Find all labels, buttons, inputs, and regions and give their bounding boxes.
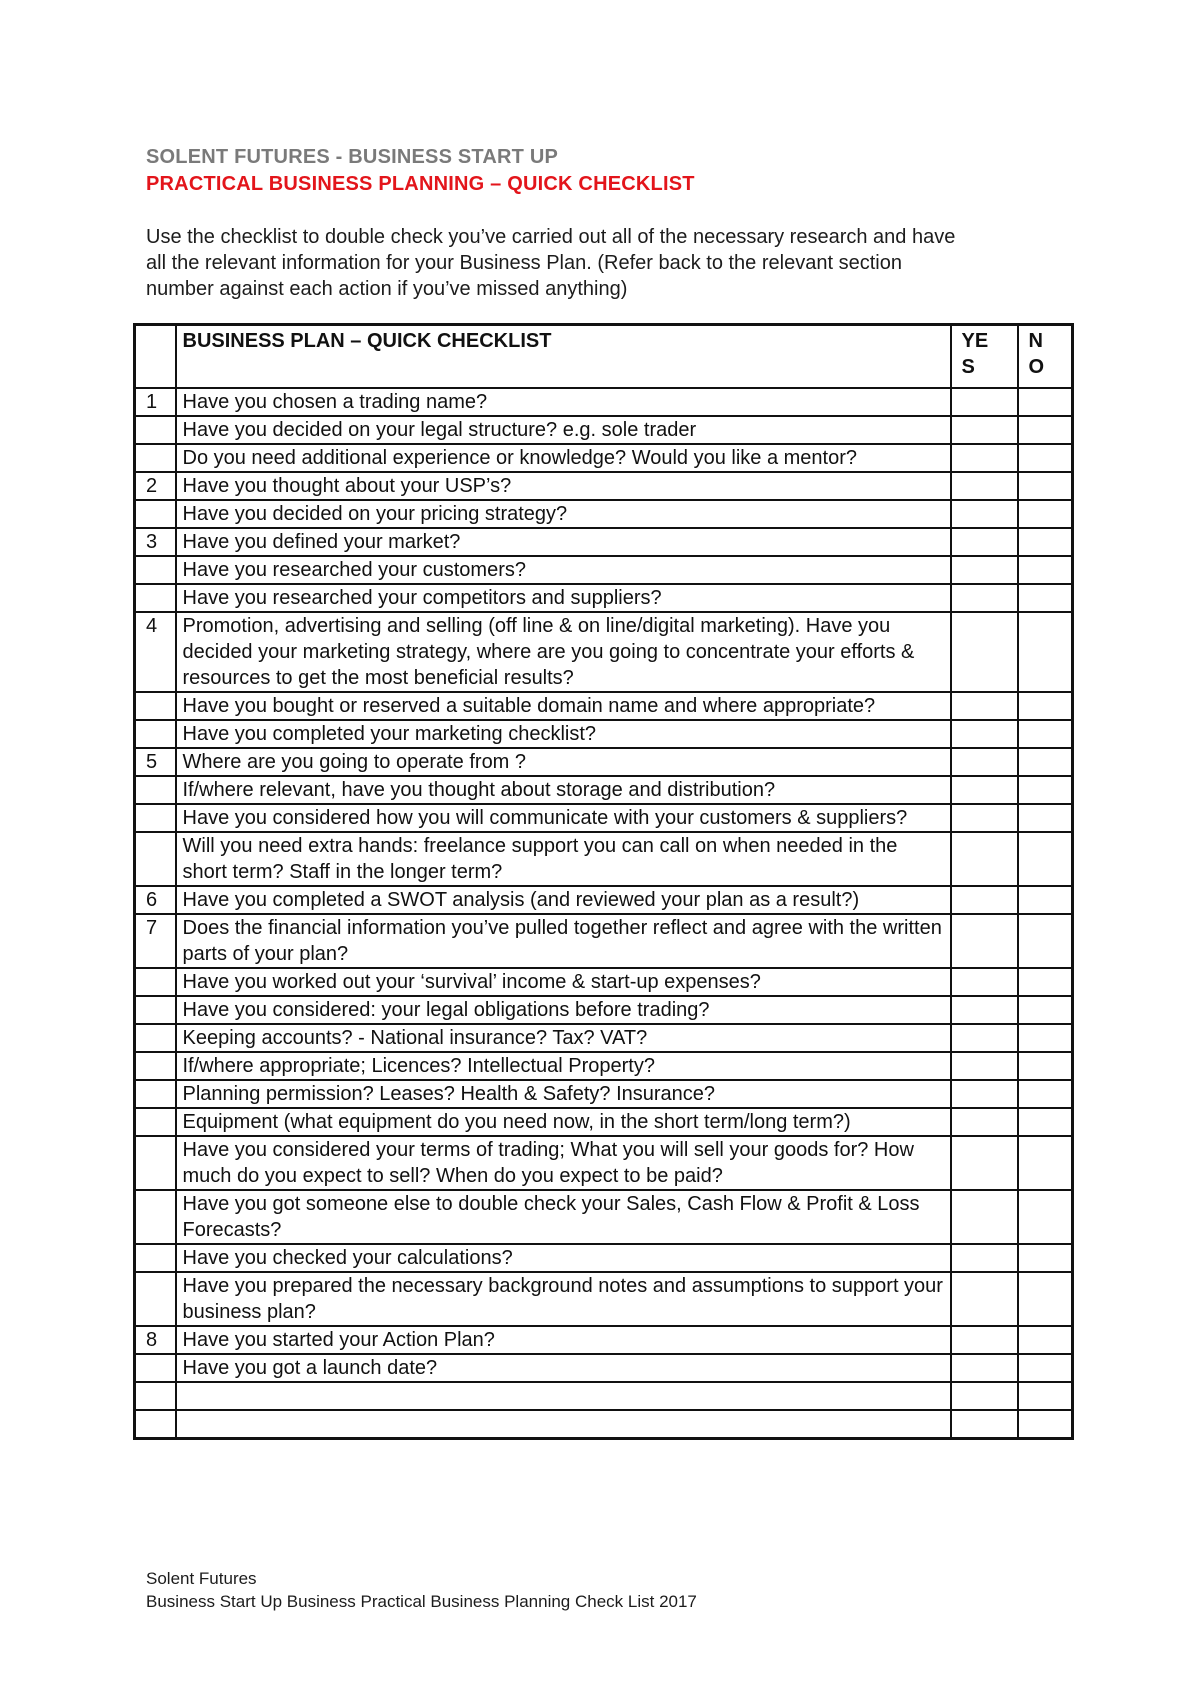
yes-checkbox-cell[interactable] bbox=[951, 886, 1018, 914]
no-checkbox-cell[interactable] bbox=[1018, 388, 1073, 416]
checklist-row bbox=[135, 996, 1073, 1024]
checklist-row bbox=[135, 1244, 1073, 1272]
checklist-question: Do you need additional experience or knowledge? Would you like a mentor? bbox=[176, 444, 951, 472]
yes-checkbox-cell[interactable] bbox=[951, 1326, 1018, 1354]
checklist-question: Have you defined your market? bbox=[176, 528, 951, 556]
yes-checkbox-cell[interactable] bbox=[951, 584, 1018, 612]
checklist-question: Have you prepared the necessary background notes and assumptions to support your business plan? bbox=[176, 1272, 951, 1326]
yes-checkbox-cell[interactable] bbox=[951, 556, 1018, 584]
section-number bbox=[135, 584, 176, 612]
yes-checkbox-cell[interactable] bbox=[951, 388, 1018, 416]
checklist-question: Have you got a launch date? bbox=[176, 1354, 951, 1382]
checklist-row bbox=[135, 388, 1073, 416]
yes-checkbox-cell[interactable] bbox=[951, 776, 1018, 804]
no-header-line: N bbox=[1028, 330, 1043, 352]
yes-checkbox-cell[interactable] bbox=[951, 1024, 1018, 1052]
checklist-row bbox=[135, 1080, 1073, 1108]
section-number bbox=[135, 1410, 176, 1439]
yes-checkbox-cell[interactable] bbox=[951, 1382, 1018, 1410]
yes-checkbox-cell[interactable] bbox=[951, 528, 1018, 556]
checklist-row bbox=[135, 472, 1073, 500]
checklist-question: Have you got someone else to double check your Sales, Cash Flow & Profit & Loss Forecasts? bbox=[176, 1190, 951, 1244]
yes-checkbox-cell[interactable] bbox=[951, 914, 1018, 968]
no-column-header bbox=[1018, 325, 1073, 389]
intro-line: number against each action if you’ve missed anything) bbox=[146, 278, 628, 300]
yes-checkbox-cell[interactable] bbox=[951, 996, 1018, 1024]
section-number bbox=[135, 1052, 176, 1080]
checklist-row bbox=[135, 720, 1073, 748]
section-number: 8 bbox=[135, 1326, 176, 1354]
checklist-question: Have you researched your customers? bbox=[176, 556, 951, 584]
checklist-row bbox=[135, 1136, 1073, 1190]
checklist-row bbox=[135, 886, 1073, 914]
yes-checkbox-cell[interactable] bbox=[951, 968, 1018, 996]
checklist-row bbox=[135, 1108, 1073, 1136]
checklist-row bbox=[135, 914, 1073, 968]
checklist-question: If/where appropriate; Licences? Intellectual Property? bbox=[176, 1052, 951, 1080]
yes-checkbox-cell[interactable] bbox=[951, 1272, 1018, 1326]
checklist-question: Have you researched your competitors and suppliers? bbox=[176, 584, 951, 612]
section-number bbox=[135, 1354, 176, 1382]
no-checkbox-cell[interactable] bbox=[1018, 914, 1073, 968]
no-checkbox-cell[interactable] bbox=[1018, 500, 1073, 528]
yes-checkbox-cell[interactable] bbox=[951, 472, 1018, 500]
checklist-row bbox=[135, 1354, 1073, 1382]
yes-checkbox-cell[interactable] bbox=[951, 720, 1018, 748]
checklist-row bbox=[135, 1410, 1073, 1439]
checklist-question: Have you decided on your pricing strategy? bbox=[176, 500, 951, 528]
section-number bbox=[135, 1108, 176, 1136]
section-number bbox=[135, 832, 176, 886]
section-number: 5 bbox=[135, 748, 176, 776]
no-checkbox-cell[interactable] bbox=[1018, 1052, 1073, 1080]
no-checkbox-cell[interactable] bbox=[1018, 804, 1073, 832]
checklist-question: Have you completed a SWOT analysis (and reviewed your plan as a result?) bbox=[176, 886, 951, 914]
checklist-row bbox=[135, 1052, 1073, 1080]
checklist-question: Keeping accounts? - National insurance? Tax? VAT? bbox=[176, 1024, 951, 1052]
no-checkbox-cell[interactable] bbox=[1018, 968, 1073, 996]
yes-checkbox-cell[interactable] bbox=[951, 416, 1018, 444]
checklist-question: Have you considered: your legal obligations before trading? bbox=[176, 996, 951, 1024]
yes-checkbox-cell[interactable] bbox=[951, 804, 1018, 832]
section-number: 4 bbox=[135, 612, 176, 692]
no-checkbox-cell[interactable] bbox=[1018, 1080, 1073, 1108]
no-checkbox-cell[interactable] bbox=[1018, 996, 1073, 1024]
checklist-row bbox=[135, 804, 1073, 832]
checklist-question: Equipment (what equipment do you need now, in the short term/long term?) bbox=[176, 1108, 951, 1136]
section-number: 7 bbox=[135, 914, 176, 968]
checklist-question: If/where relevant, have you thought about storage and distribution? bbox=[176, 776, 951, 804]
checklist-row bbox=[135, 776, 1073, 804]
checklist-question: Have you considered how you will communicate with your customers & suppliers? bbox=[176, 804, 951, 832]
no-checkbox-cell[interactable] bbox=[1018, 1326, 1073, 1354]
no-checkbox-cell[interactable] bbox=[1018, 692, 1073, 720]
checklist-header-row bbox=[135, 325, 1073, 389]
no-checkbox-cell[interactable] bbox=[1018, 1410, 1073, 1439]
yes-checkbox-cell[interactable] bbox=[951, 692, 1018, 720]
checklist-question: Have you checked your calculations? bbox=[176, 1244, 951, 1272]
page-footer bbox=[146, 1567, 697, 1613]
no-checkbox-cell[interactable] bbox=[1018, 720, 1073, 748]
checklist-question: Planning permission? Leases? Health & Safety? Insurance? bbox=[176, 1080, 951, 1108]
checklist-row bbox=[135, 612, 1073, 692]
section-number bbox=[135, 1190, 176, 1244]
yes-checkbox-cell[interactable] bbox=[951, 1052, 1018, 1080]
no-checkbox-cell[interactable] bbox=[1018, 1136, 1073, 1190]
intro-paragraph bbox=[146, 224, 1076, 302]
yes-checkbox-cell[interactable] bbox=[951, 612, 1018, 692]
no-checkbox-cell[interactable] bbox=[1018, 886, 1073, 914]
checklist-row bbox=[135, 968, 1073, 996]
yes-checkbox-cell[interactable] bbox=[951, 1190, 1018, 1244]
section-number bbox=[135, 500, 176, 528]
organisation-heading: SOLENT FUTURES - BUSINESS START UP bbox=[146, 146, 559, 168]
section-number: 2 bbox=[135, 472, 176, 500]
checklist-row bbox=[135, 556, 1073, 584]
no-checkbox-cell[interactable] bbox=[1018, 472, 1073, 500]
section-number bbox=[135, 996, 176, 1024]
section-number-header bbox=[135, 325, 176, 389]
yes-checkbox-cell[interactable] bbox=[951, 1410, 1018, 1439]
checklist-question: Will you need extra hands: freelance support you can call on when needed in the short term? Staff in the longer term? bbox=[176, 832, 951, 886]
yes-column-header bbox=[951, 325, 1018, 389]
checklist-question: Promotion, advertising and selling (off line & on line/digital marketing). Have you decided your marketing strategy, where are you going to concentrate your efforts & resources to get the most beneficial results? bbox=[176, 612, 951, 692]
yes-checkbox-cell[interactable] bbox=[951, 500, 1018, 528]
section-number bbox=[135, 1272, 176, 1326]
yes-header-line: YE bbox=[961, 330, 989, 352]
yes-header-line: S bbox=[961, 356, 975, 378]
checklist-row bbox=[135, 500, 1073, 528]
checklist-row bbox=[135, 1024, 1073, 1052]
section-number bbox=[135, 968, 176, 996]
no-checkbox-cell[interactable] bbox=[1018, 528, 1073, 556]
no-checkbox-cell[interactable] bbox=[1018, 1024, 1073, 1052]
checklist-question: Have you thought about your USP’s? bbox=[176, 472, 951, 500]
checklist-row bbox=[135, 444, 1073, 472]
footer-doc-title: Business Start Up Business Practical Business Planning Check List 2017 bbox=[146, 1592, 697, 1611]
section-number bbox=[135, 416, 176, 444]
checklist-row bbox=[135, 584, 1073, 612]
no-checkbox-cell[interactable] bbox=[1018, 776, 1073, 804]
checklist-row bbox=[135, 1190, 1073, 1244]
checklist-body bbox=[135, 388, 1073, 1439]
checklist-question: Have you worked out your ‘survival’ income & start-up expenses? bbox=[176, 968, 951, 996]
checklist-question: Have you decided on your legal structure? e.g. sole trader bbox=[176, 416, 951, 444]
checklist-question: Where are you going to operate from ? bbox=[176, 748, 951, 776]
question-column-header: BUSINESS PLAN – QUICK CHECKLIST bbox=[176, 325, 951, 389]
yes-checkbox-cell[interactable] bbox=[951, 748, 1018, 776]
no-checkbox-cell[interactable] bbox=[1018, 556, 1073, 584]
section-number: 6 bbox=[135, 886, 176, 914]
section-number bbox=[135, 444, 176, 472]
checklist-row bbox=[135, 528, 1073, 556]
no-checkbox-cell[interactable] bbox=[1018, 1190, 1073, 1244]
checklist-question: Have you considered your terms of trading; What you will sell your goods for? How much do you expect to sell? When do you expect to be paid? bbox=[176, 1136, 951, 1190]
intro-line: Use the checklist to double check you’ve carried out all of the necessary research and have bbox=[146, 226, 956, 248]
intro-line: all the relevant information for your Business Plan. (Refer back to the relevant section bbox=[146, 252, 902, 274]
checklist-row bbox=[135, 1326, 1073, 1354]
no-checkbox-cell[interactable] bbox=[1018, 612, 1073, 692]
no-header-line: O bbox=[1028, 356, 1045, 378]
yes-checkbox-cell[interactable] bbox=[951, 444, 1018, 472]
section-number bbox=[135, 1136, 176, 1190]
checklist-row bbox=[135, 748, 1073, 776]
no-checkbox-cell[interactable] bbox=[1018, 584, 1073, 612]
no-checkbox-cell[interactable] bbox=[1018, 1382, 1073, 1410]
checklist-question bbox=[176, 1382, 951, 1410]
no-checkbox-cell[interactable] bbox=[1018, 416, 1073, 444]
document-title: PRACTICAL BUSINESS PLANNING – QUICK CHECKLIST bbox=[146, 173, 695, 195]
checklist-question: Have you started your Action Plan? bbox=[176, 1326, 951, 1354]
no-checkbox-cell[interactable] bbox=[1018, 832, 1073, 886]
section-number bbox=[135, 1080, 176, 1108]
section-number bbox=[135, 804, 176, 832]
yes-checkbox-cell[interactable] bbox=[951, 1244, 1018, 1272]
yes-checkbox-cell[interactable] bbox=[951, 1136, 1018, 1190]
checklist-question: Have you chosen a trading name? bbox=[176, 388, 951, 416]
no-checkbox-cell[interactable] bbox=[1018, 444, 1073, 472]
checklist-question bbox=[176, 1410, 951, 1439]
no-checkbox-cell[interactable] bbox=[1018, 1244, 1073, 1272]
no-checkbox-cell[interactable] bbox=[1018, 1354, 1073, 1382]
section-number bbox=[135, 776, 176, 804]
checklist-row bbox=[135, 832, 1073, 886]
checklist-question: Does the financial information you’ve pulled together reflect and agree with the written parts of your plan? bbox=[176, 914, 951, 968]
no-checkbox-cell[interactable] bbox=[1018, 1108, 1073, 1136]
footer-org: Solent Futures bbox=[146, 1569, 257, 1588]
checklist-question: Have you completed your marketing checklist? bbox=[176, 720, 951, 748]
section-number bbox=[135, 692, 176, 720]
section-number: 1 bbox=[135, 388, 176, 416]
section-number bbox=[135, 1024, 176, 1052]
section-number bbox=[135, 720, 176, 748]
checklist-row bbox=[135, 416, 1073, 444]
section-number bbox=[135, 1244, 176, 1272]
yes-checkbox-cell[interactable] bbox=[951, 832, 1018, 886]
section-number bbox=[135, 1382, 176, 1410]
section-number bbox=[135, 556, 176, 584]
checklist-table bbox=[133, 323, 1074, 1440]
no-checkbox-cell[interactable] bbox=[1018, 1272, 1073, 1326]
no-checkbox-cell[interactable] bbox=[1018, 748, 1073, 776]
section-number: 3 bbox=[135, 528, 176, 556]
checklist-row bbox=[135, 692, 1073, 720]
checklist-row bbox=[135, 1382, 1073, 1410]
checklist-question: Have you bought or reserved a suitable domain name and where appropriate? bbox=[176, 692, 951, 720]
checklist-row bbox=[135, 1272, 1073, 1326]
yes-checkbox-cell[interactable] bbox=[951, 1108, 1018, 1136]
yes-checkbox-cell[interactable] bbox=[951, 1080, 1018, 1108]
yes-checkbox-cell[interactable] bbox=[951, 1354, 1018, 1382]
